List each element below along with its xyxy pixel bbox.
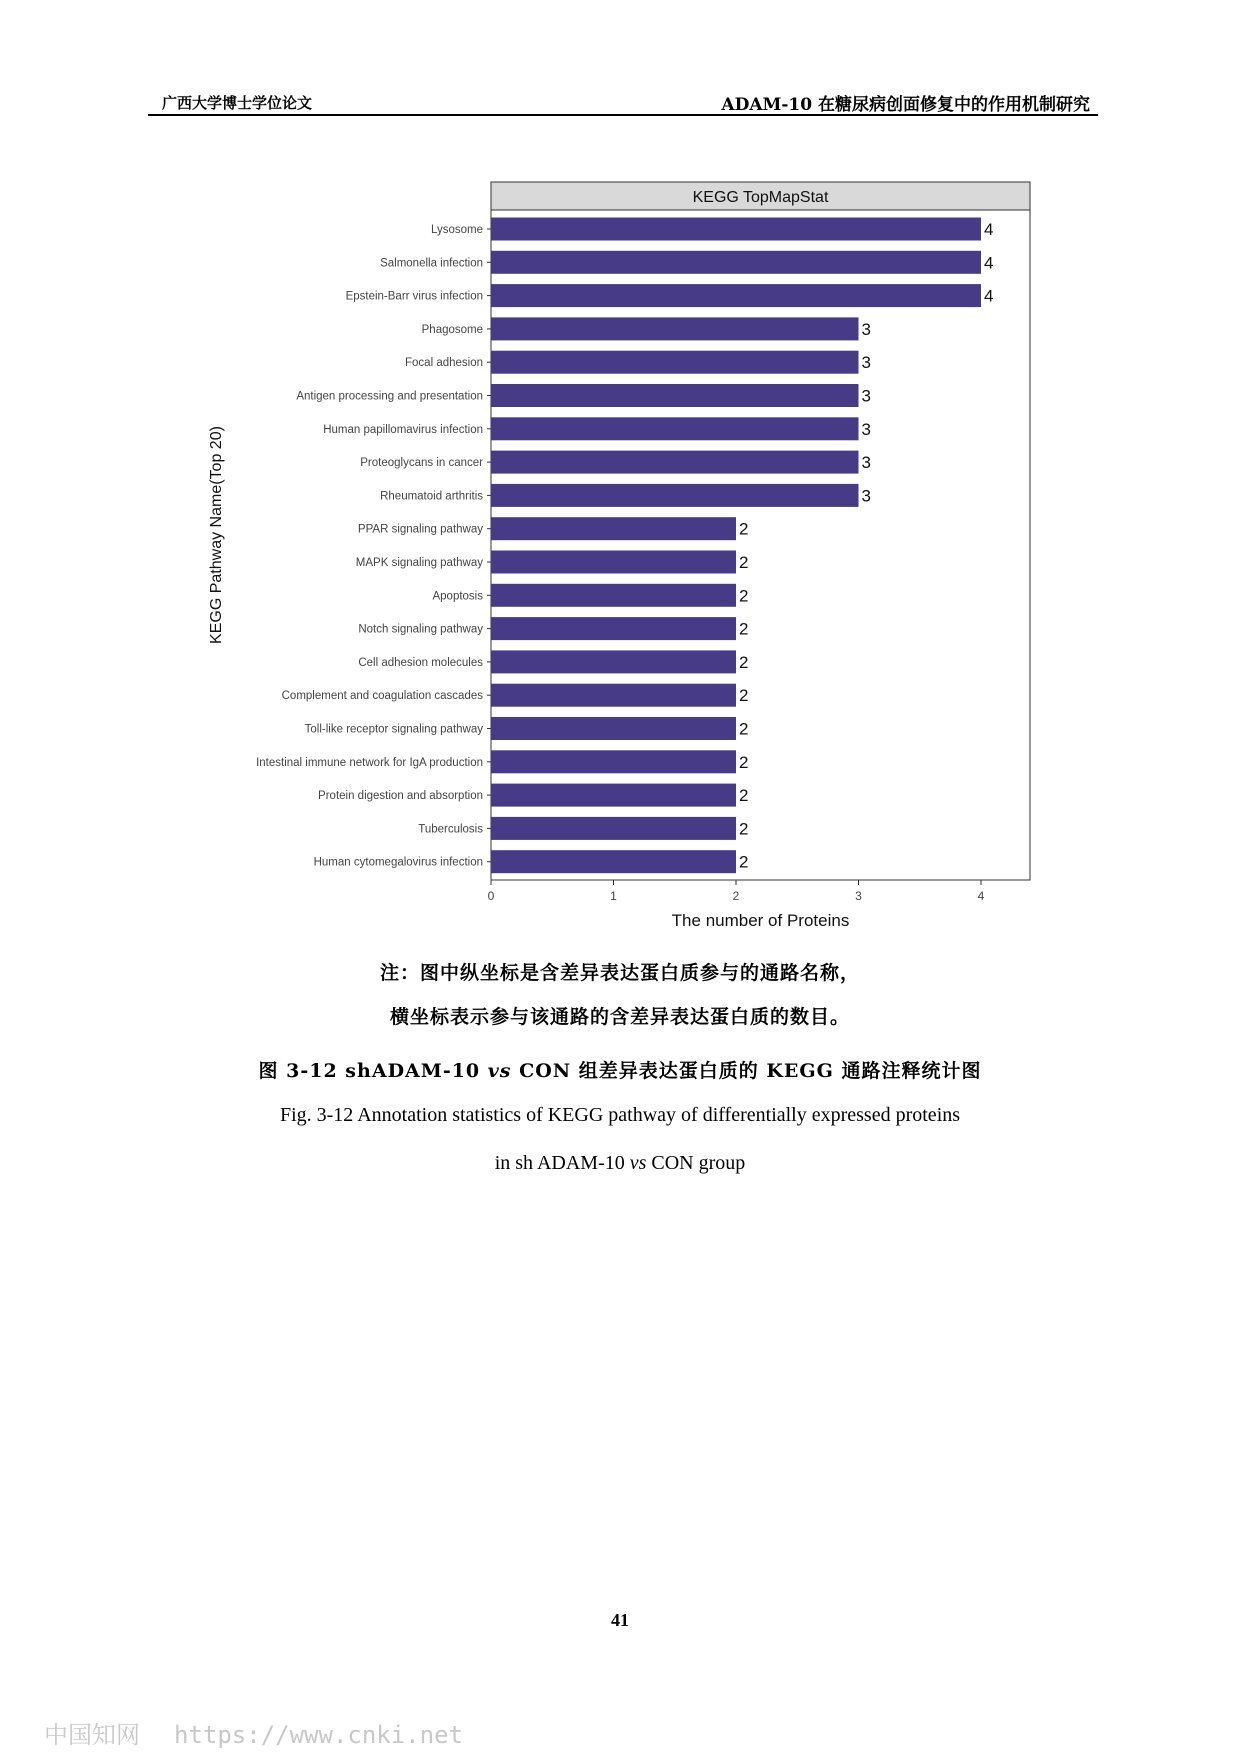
data-label: 4 (984, 220, 994, 239)
data-label: 4 (984, 286, 994, 306)
y-axis-title: KEGG Pathway Name(Top 20) (208, 426, 225, 644)
y-tick-label: Human cytomegalovirus infection (313, 856, 483, 869)
y-tick-label: Antigen processing and presentation (296, 390, 483, 403)
watermark-site-name: 中国知网 (44, 1721, 140, 1749)
watermark-url: https://www.cnki.net (174, 1721, 463, 1749)
caption-english-line-1: Fig. 3-12 Annotation statistics of KEGG pathway of differentially expressed proteins (279, 1104, 961, 1126)
data-label: 3 (861, 419, 871, 439)
y-tick-label: Apoptosis (432, 590, 483, 603)
page-header (148, 88, 1098, 114)
y-tick-label: Rheumatoid arthritis (380, 490, 483, 503)
y-tick-label: Lysosome (431, 224, 483, 236)
bar (491, 584, 736, 607)
data-label: 2 (739, 519, 749, 539)
data-label: 3 (861, 386, 871, 406)
data-label: 3 (861, 453, 871, 473)
caption-chinese (0, 1056, 1240, 1083)
bar (491, 784, 736, 807)
chart-title: KEGG TopMapStat (692, 189, 829, 206)
bar (491, 750, 736, 773)
data-label: 2 (739, 819, 749, 839)
bar (491, 650, 736, 673)
y-tick-label: MAPK signaling pathway (355, 557, 483, 569)
page-number: 41 (611, 1610, 629, 1630)
y-tick-label: Tuberculosis (418, 823, 483, 836)
header-left-title: 广西大学博士学位论文 (162, 94, 313, 112)
x-axis-title: The number of Proteins (671, 911, 850, 930)
data-label: 2 (739, 719, 749, 739)
y-tick-label: Salmonella infection (380, 257, 483, 270)
plot-panel-border (491, 210, 1030, 880)
caption-english-line-2 (0, 1152, 1240, 1175)
data-label: 2 (739, 619, 749, 639)
data-label: 2 (739, 852, 749, 872)
caption-en-vs: vs (629, 1152, 647, 1174)
bar (491, 351, 859, 374)
y-tick-label: Focal adhesion (405, 357, 483, 370)
caption-en-pre: in sh ADAM-10 (494, 1152, 630, 1174)
note-line-2: 横坐标表示参与该通路的含差异表达蛋白质的数目。 (389, 1006, 850, 1028)
x-tick-label: 2 (732, 889, 740, 903)
data-label: 3 (861, 319, 871, 339)
y-tick-label: Epstein-Barr virus infection (345, 290, 483, 303)
bar (491, 218, 981, 241)
data-label: 2 (739, 686, 749, 706)
bar (491, 284, 981, 307)
chart-svg (195, 172, 1075, 952)
header-right-title: ADAM-10 在糖尿病创面修复中的作用机制研究 (721, 95, 1090, 115)
bar (491, 317, 859, 340)
bar (491, 717, 736, 740)
kegg-bar-chart (195, 172, 1075, 952)
bar (491, 417, 859, 440)
bar (491, 551, 736, 574)
y-tick-label: Intestinal immune network for IgA production (256, 756, 483, 769)
y-tick-label: Toll-like receptor signaling pathway (304, 723, 483, 736)
bar (491, 484, 859, 507)
note-line-1: 注：图中纵坐标是含差异表达蛋白质参与的通路名称， (379, 962, 860, 984)
y-tick-label: Complement and coagulation cascades (281, 690, 483, 703)
data-label: 2 (739, 786, 749, 806)
caption-cn-adam: ADAM-10 (371, 1060, 488, 1082)
data-label: 4 (984, 253, 994, 273)
bar (491, 817, 736, 840)
watermark (44, 1715, 497, 1750)
y-tick-label: Cell adhesion molecules (358, 656, 483, 669)
caption-en-post: CON group (646, 1152, 746, 1174)
x-tick-label: 1 (610, 889, 617, 903)
data-label: 2 (739, 586, 749, 606)
data-label: 3 (861, 486, 871, 506)
caption-cn-rest: CON 组差异表达蛋白质的 KEGG 通路注释统计图 (511, 1060, 982, 1082)
bar (491, 517, 736, 540)
x-tick-label: 0 (487, 889, 495, 903)
y-tick-label: Human papillomavirus infection (323, 423, 483, 436)
data-label: 3 (861, 353, 871, 373)
x-tick-label: 4 (977, 889, 985, 903)
y-tick-label: Protein digestion and absorption (318, 790, 483, 803)
caption-cn-vs: vs (487, 1060, 512, 1082)
y-tick-label: Phagosome (421, 323, 483, 336)
data-label: 2 (739, 752, 749, 772)
caption-cn-prefix: 图 3-12 sh (258, 1060, 372, 1082)
data-label: 2 (739, 652, 749, 672)
x-tick-label: 3 (855, 889, 862, 903)
bar (491, 850, 736, 873)
y-tick-label: PPAR signaling pathway (357, 523, 483, 536)
bar (491, 384, 859, 407)
bar (491, 617, 736, 640)
bar (491, 684, 736, 707)
bar (491, 451, 859, 474)
y-tick-label: Proteoglycans in cancer (360, 457, 483, 470)
bar (491, 251, 981, 274)
header-divider (148, 114, 1098, 116)
y-tick-label: Notch signaling pathway (358, 623, 483, 636)
data-label: 2 (739, 553, 749, 572)
